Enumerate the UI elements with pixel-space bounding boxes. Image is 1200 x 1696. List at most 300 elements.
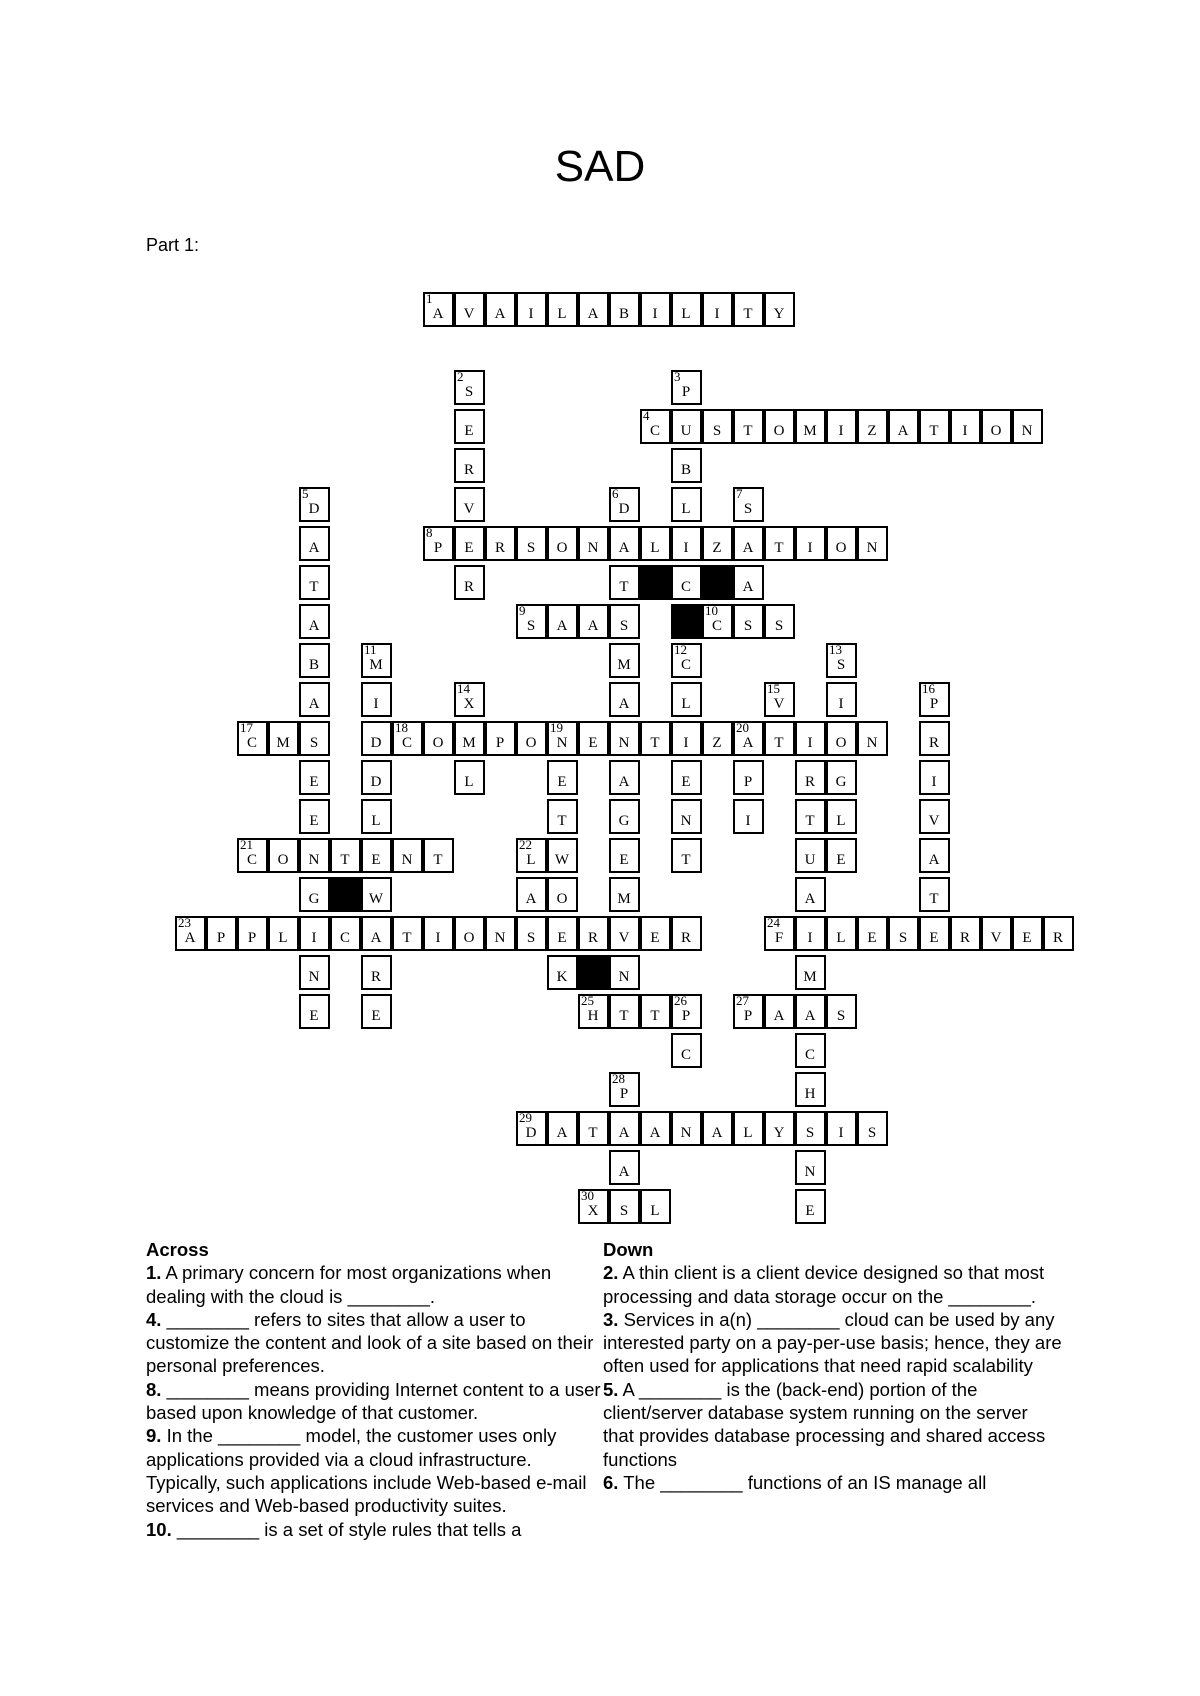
cell-letter: V bbox=[928, 813, 941, 829]
cell-letter: V bbox=[618, 930, 631, 946]
grid-cell bbox=[299, 643, 330, 678]
grid-cell bbox=[1043, 916, 1074, 951]
cell-letter: T bbox=[619, 579, 630, 595]
cell-letter: A bbox=[897, 423, 910, 439]
grid-cell bbox=[547, 721, 578, 756]
grid-cell bbox=[733, 526, 764, 561]
cell-letter: P bbox=[216, 930, 227, 946]
cell-letter: S bbox=[526, 930, 537, 946]
cell-letter: P bbox=[681, 1008, 692, 1024]
grid-cell bbox=[578, 604, 609, 639]
cell-letter: S bbox=[743, 501, 754, 517]
clue-number: 8 bbox=[426, 525, 433, 540]
grid-cell bbox=[857, 721, 888, 756]
grid-cell bbox=[454, 448, 485, 483]
cell-letter: A bbox=[804, 1008, 817, 1024]
cell-letter: S bbox=[836, 1008, 847, 1024]
grid-cell bbox=[733, 565, 764, 600]
cell-letter: Z bbox=[712, 735, 723, 751]
cell-letter: A bbox=[556, 1125, 569, 1141]
cell-letter: X bbox=[587, 1203, 600, 1219]
cell-letter: C bbox=[680, 657, 692, 673]
grid-cell bbox=[795, 916, 826, 951]
grid-cell bbox=[764, 994, 795, 1029]
grid-cell bbox=[547, 916, 578, 951]
grid-cell bbox=[733, 487, 764, 522]
cell-letter: S bbox=[464, 384, 475, 400]
cell-letter: X bbox=[463, 696, 476, 712]
down-clues bbox=[603, 1238, 1063, 1494]
grid-cell bbox=[702, 721, 733, 756]
cell-letter: S bbox=[836, 657, 847, 673]
clue-number: 27 bbox=[736, 993, 749, 1008]
cell-letter: E bbox=[557, 930, 568, 946]
grid-cell bbox=[671, 1111, 702, 1146]
clue-number: 6 bbox=[612, 486, 619, 501]
cell-letter: I bbox=[528, 306, 535, 322]
cell-letter: F bbox=[774, 930, 785, 946]
cell-letter: L bbox=[836, 930, 847, 946]
cell-letter: C bbox=[680, 579, 692, 595]
cell-letter: A bbox=[773, 1008, 786, 1024]
grid-cell bbox=[299, 721, 330, 756]
cell-letter: N bbox=[308, 852, 321, 868]
grid-cell bbox=[826, 721, 857, 756]
cell-letter: I bbox=[683, 735, 690, 751]
clue-number: 7 bbox=[736, 486, 743, 501]
cell-letter: S bbox=[526, 540, 537, 556]
grid-cell bbox=[454, 409, 485, 444]
cell-letter: A bbox=[742, 735, 755, 751]
grid-cell bbox=[547, 877, 578, 912]
clue-number: 5 bbox=[302, 486, 309, 501]
grid-cell bbox=[950, 916, 981, 951]
grid-cell bbox=[361, 838, 392, 873]
cell-letter: Y bbox=[773, 306, 786, 322]
clue-number: 24 bbox=[767, 915, 780, 930]
cell-letter: P bbox=[743, 774, 754, 790]
grid-cell bbox=[702, 526, 733, 561]
cell-letter: E bbox=[464, 540, 475, 556]
grid-cell bbox=[299, 682, 330, 717]
cell-letter: C bbox=[711, 618, 723, 634]
cell-letter: E bbox=[681, 774, 692, 790]
cell-letter: A bbox=[804, 891, 817, 907]
grid-cell bbox=[299, 838, 330, 873]
grid-cell bbox=[919, 916, 950, 951]
grid-cell bbox=[795, 526, 826, 561]
clue-across-9: 9. In the ________ model, the customer uses only applications provided via a cloud infrastructure. Typically, such applications include Web-based e-mail services and Web-based productivity suites. bbox=[146, 1425, 587, 1517]
grid-cell bbox=[485, 721, 516, 756]
grid-cell bbox=[857, 916, 888, 951]
grid-cell bbox=[268, 721, 299, 756]
grid-cell bbox=[764, 916, 795, 951]
cell-letter: P bbox=[743, 1008, 754, 1024]
cell-letter: R bbox=[587, 930, 599, 946]
down-heading: Down bbox=[603, 1239, 654, 1260]
cell-letter: I bbox=[962, 423, 969, 439]
grid-cell bbox=[578, 1189, 609, 1224]
grid-cell bbox=[609, 526, 640, 561]
cell-letter: D bbox=[370, 774, 383, 790]
grid-cell bbox=[733, 994, 764, 1029]
grid-cell bbox=[547, 604, 578, 639]
cell-letter: A bbox=[618, 774, 631, 790]
cell-letter: A bbox=[742, 540, 755, 556]
cell-letter: I bbox=[931, 774, 938, 790]
black-square bbox=[330, 877, 361, 912]
grid-cell bbox=[423, 292, 454, 327]
grid-cell bbox=[764, 604, 795, 639]
cell-letter: S bbox=[774, 618, 785, 634]
cell-letter: P bbox=[433, 540, 444, 556]
grid-cell bbox=[547, 1111, 578, 1146]
cell-letter: B bbox=[680, 462, 692, 478]
cell-letter: V bbox=[463, 501, 476, 517]
grid-cell bbox=[826, 1111, 857, 1146]
grid-cell bbox=[795, 877, 826, 912]
grid-cell bbox=[733, 799, 764, 834]
cell-letter: C bbox=[339, 930, 351, 946]
cell-letter: C bbox=[401, 735, 413, 751]
grid-cell bbox=[609, 487, 640, 522]
grid-cell bbox=[423, 721, 454, 756]
grid-cell bbox=[609, 682, 640, 717]
cell-letter: E bbox=[309, 774, 320, 790]
cell-letter: A bbox=[587, 618, 600, 634]
grid-cell bbox=[671, 916, 702, 951]
cell-letter: T bbox=[433, 852, 444, 868]
cell-letter: S bbox=[619, 618, 630, 634]
grid-cell bbox=[733, 721, 764, 756]
grid-cell bbox=[423, 916, 454, 951]
clue-across-1: 1. A primary concern for most organizations when dealing with the cloud is ________. bbox=[146, 1262, 552, 1307]
cell-letter: R bbox=[804, 774, 816, 790]
grid-cell bbox=[609, 721, 640, 756]
grid-cell bbox=[516, 526, 547, 561]
cell-letter: I bbox=[807, 930, 814, 946]
cell-letter: E bbox=[1022, 930, 1033, 946]
cell-letter: G bbox=[618, 813, 631, 829]
cell-letter: A bbox=[494, 306, 507, 322]
cell-letter: A bbox=[618, 696, 631, 712]
cell-letter: M bbox=[462, 735, 477, 751]
cell-letter: R bbox=[494, 540, 506, 556]
cell-letter: I bbox=[652, 306, 659, 322]
cell-letter: I bbox=[683, 540, 690, 556]
grid-cell bbox=[299, 955, 330, 990]
cell-letter: K bbox=[556, 969, 569, 985]
grid-cell bbox=[299, 994, 330, 1029]
cell-letter: L bbox=[278, 930, 289, 946]
cell-letter: A bbox=[308, 540, 321, 556]
grid-cell bbox=[733, 409, 764, 444]
grid-cell bbox=[733, 760, 764, 795]
grid-cell bbox=[361, 916, 392, 951]
cell-letter: B bbox=[618, 306, 630, 322]
cell-letter: A bbox=[618, 540, 631, 556]
grid-cell bbox=[609, 838, 640, 873]
clue-number: 21 bbox=[240, 837, 253, 852]
cell-letter: C bbox=[246, 735, 258, 751]
cell-letter: T bbox=[619, 1008, 630, 1024]
grid-cell bbox=[795, 1072, 826, 1107]
cell-letter: N bbox=[618, 969, 631, 985]
grid-cell bbox=[237, 838, 268, 873]
grid-cell bbox=[237, 916, 268, 951]
across-heading: Across bbox=[146, 1239, 209, 1260]
grid-cell bbox=[640, 721, 671, 756]
grid-cell bbox=[671, 409, 702, 444]
grid-cell bbox=[733, 292, 764, 327]
grid-cell bbox=[702, 292, 733, 327]
grid-cell bbox=[764, 1111, 795, 1146]
cell-letter: P bbox=[619, 1086, 630, 1102]
cell-letter: V bbox=[773, 696, 786, 712]
cell-letter: E bbox=[309, 813, 320, 829]
grid-cell bbox=[547, 955, 578, 990]
cell-letter: M bbox=[276, 735, 291, 751]
clue-number: 20 bbox=[736, 720, 749, 735]
cell-letter: P bbox=[681, 384, 692, 400]
cell-letter: U bbox=[680, 423, 693, 439]
grid-cell bbox=[547, 760, 578, 795]
grid-cell bbox=[299, 526, 330, 561]
clue-across-8: 8. ________ means providing Internet content to a user based upon knowledge of that customer. bbox=[146, 1378, 601, 1424]
grid-cell bbox=[609, 1189, 640, 1224]
cell-letter: T bbox=[743, 423, 754, 439]
grid-cell bbox=[857, 1111, 888, 1146]
cell-letter: T bbox=[929, 423, 940, 439]
clue-number: 25 bbox=[581, 993, 594, 1008]
cell-letter: A bbox=[928, 852, 941, 868]
grid-cell bbox=[671, 1033, 702, 1068]
clue-number: 3 bbox=[674, 369, 681, 384]
grid-cell bbox=[516, 604, 547, 639]
cell-letter: S bbox=[619, 1203, 630, 1219]
cell-letter: T bbox=[557, 813, 568, 829]
cell-letter: R bbox=[1052, 930, 1064, 946]
cell-letter: E bbox=[371, 1008, 382, 1024]
cell-letter: T bbox=[402, 930, 413, 946]
cell-letter: N bbox=[308, 969, 321, 985]
cell-letter: T bbox=[774, 735, 785, 751]
cell-letter: T bbox=[681, 852, 692, 868]
grid-cell bbox=[547, 292, 578, 327]
cell-letter: A bbox=[742, 579, 755, 595]
cell-letter: M bbox=[803, 423, 818, 439]
cell-letter: H bbox=[587, 1008, 600, 1024]
grid-cell bbox=[919, 799, 950, 834]
black-square bbox=[671, 604, 702, 639]
cell-letter: G bbox=[308, 891, 321, 907]
grid-cell bbox=[764, 409, 795, 444]
cell-letter: M bbox=[617, 891, 632, 907]
grid-cell bbox=[578, 994, 609, 1029]
cell-letter: S bbox=[712, 423, 723, 439]
grid-cell bbox=[330, 838, 361, 873]
cell-letter: U bbox=[804, 852, 817, 868]
grid-cell bbox=[981, 916, 1012, 951]
cell-letter: L bbox=[557, 306, 568, 322]
grid-cell bbox=[361, 682, 392, 717]
grid-cell bbox=[423, 838, 454, 873]
cell-letter: T bbox=[340, 852, 351, 868]
cell-letter: O bbox=[525, 735, 538, 751]
cell-letter: N bbox=[494, 930, 507, 946]
grid-cell bbox=[671, 838, 702, 873]
cell-letter: I bbox=[714, 306, 721, 322]
clue-number: 29 bbox=[519, 1110, 532, 1125]
grid-cell bbox=[826, 409, 857, 444]
grid-cell bbox=[857, 409, 888, 444]
cell-letter: W bbox=[554, 852, 571, 868]
grid-cell bbox=[826, 799, 857, 834]
cell-letter: N bbox=[866, 735, 879, 751]
grid-cell bbox=[454, 916, 485, 951]
cell-letter: E bbox=[588, 735, 599, 751]
grid-cell bbox=[423, 526, 454, 561]
grid-cell bbox=[361, 760, 392, 795]
grid-cell bbox=[671, 370, 702, 405]
grid-cell bbox=[919, 682, 950, 717]
cell-letter: P bbox=[929, 696, 940, 712]
clue-number: 23 bbox=[178, 915, 191, 930]
clue-number: 11 bbox=[364, 642, 377, 657]
grid-cell bbox=[609, 760, 640, 795]
grid-cell bbox=[609, 994, 640, 1029]
grid-cell bbox=[299, 799, 330, 834]
cell-letter: I bbox=[838, 423, 845, 439]
cell-letter: I bbox=[745, 813, 752, 829]
grid-cell bbox=[826, 838, 857, 873]
cell-letter: T bbox=[650, 1008, 661, 1024]
cell-letter: N bbox=[680, 1125, 693, 1141]
cell-letter: E bbox=[867, 930, 878, 946]
grid-cell bbox=[1012, 916, 1043, 951]
cell-letter: N bbox=[587, 540, 600, 556]
cell-letter: R bbox=[928, 735, 940, 751]
grid-cell bbox=[671, 487, 702, 522]
cell-letter: R bbox=[463, 579, 475, 595]
grid-cell bbox=[516, 877, 547, 912]
cell-letter: A bbox=[649, 1125, 662, 1141]
grid-cell bbox=[516, 916, 547, 951]
cell-letter: A bbox=[184, 930, 197, 946]
cell-letter: D bbox=[525, 1125, 538, 1141]
grid-cell bbox=[826, 526, 857, 561]
grid-cell bbox=[795, 799, 826, 834]
grid-cell bbox=[299, 916, 330, 951]
grid-cell bbox=[578, 292, 609, 327]
cell-letter: T bbox=[774, 540, 785, 556]
grid-cell bbox=[671, 760, 702, 795]
grid-cell bbox=[454, 370, 485, 405]
grid-cell bbox=[299, 565, 330, 600]
cell-letter: S bbox=[743, 618, 754, 634]
grid-cell bbox=[578, 526, 609, 561]
cell-letter: C bbox=[804, 1047, 816, 1063]
cell-letter: E bbox=[371, 852, 382, 868]
grid-cell bbox=[609, 955, 640, 990]
cell-letter: T bbox=[309, 579, 320, 595]
grid-cell bbox=[671, 994, 702, 1029]
grid-cell bbox=[485, 292, 516, 327]
cell-letter: O bbox=[463, 930, 476, 946]
cell-letter: O bbox=[277, 852, 290, 868]
grid-cell bbox=[795, 409, 826, 444]
grid-cell bbox=[485, 916, 516, 951]
clue-number: 22 bbox=[519, 837, 532, 852]
clue-down-6: 6. The ________ functions of an IS manage all bbox=[603, 1471, 987, 1493]
cell-letter: E bbox=[805, 1203, 816, 1219]
clue-number: 30 bbox=[581, 1188, 594, 1203]
grid-cell bbox=[547, 526, 578, 561]
grid-cell bbox=[888, 409, 919, 444]
grid-cell bbox=[361, 721, 392, 756]
grid-cell bbox=[299, 487, 330, 522]
cell-letter: P bbox=[247, 930, 258, 946]
cell-letter: L bbox=[743, 1125, 754, 1141]
clue-down-5: 5. A ________ is the (back-end) portion of the client/server database system running on the server that provides database processing and shared access functions bbox=[603, 1378, 1046, 1470]
cell-letter: N bbox=[1021, 423, 1034, 439]
grid-cell bbox=[454, 682, 485, 717]
grid-cell bbox=[919, 760, 950, 795]
clue-number: 28 bbox=[612, 1071, 625, 1086]
grid-cell bbox=[795, 838, 826, 873]
cell-letter: E bbox=[557, 774, 568, 790]
grid-cell bbox=[175, 916, 206, 951]
cell-letter: E bbox=[929, 930, 940, 946]
grid-cell bbox=[919, 409, 950, 444]
grid-cell bbox=[671, 292, 702, 327]
cell-letter: E bbox=[836, 852, 847, 868]
grid-cell bbox=[640, 409, 671, 444]
cell-letter: L bbox=[681, 306, 692, 322]
clue-number: 2 bbox=[457, 369, 464, 384]
cell-letter: A bbox=[432, 306, 445, 322]
grid-cell bbox=[454, 721, 485, 756]
grid-cell bbox=[299, 877, 330, 912]
grid-cell bbox=[795, 1111, 826, 1146]
cell-letter: D bbox=[370, 735, 383, 751]
cell-letter: T bbox=[743, 306, 754, 322]
grid-cell bbox=[547, 799, 578, 834]
grid-cell bbox=[919, 877, 950, 912]
clue-number: 15 bbox=[767, 681, 780, 696]
grid-cell bbox=[609, 916, 640, 951]
grid-cell bbox=[330, 916, 361, 951]
cell-letter: A bbox=[308, 696, 321, 712]
cell-letter: V bbox=[463, 306, 476, 322]
grid-cell bbox=[950, 409, 981, 444]
cell-letter: S bbox=[898, 930, 909, 946]
grid-cell bbox=[826, 643, 857, 678]
grid-cell bbox=[516, 721, 547, 756]
cell-letter: L bbox=[681, 501, 692, 517]
grid-cell bbox=[795, 1150, 826, 1185]
cell-letter: N bbox=[618, 735, 631, 751]
cell-letter: R bbox=[463, 462, 475, 478]
grid-cell bbox=[826, 682, 857, 717]
grid-cell bbox=[609, 565, 640, 600]
cell-letter: W bbox=[368, 891, 385, 907]
clue-number: 12 bbox=[674, 642, 687, 657]
cell-letter: R bbox=[370, 969, 382, 985]
grid-cell bbox=[609, 643, 640, 678]
black-square bbox=[640, 565, 671, 600]
grid-cell bbox=[609, 1150, 640, 1185]
